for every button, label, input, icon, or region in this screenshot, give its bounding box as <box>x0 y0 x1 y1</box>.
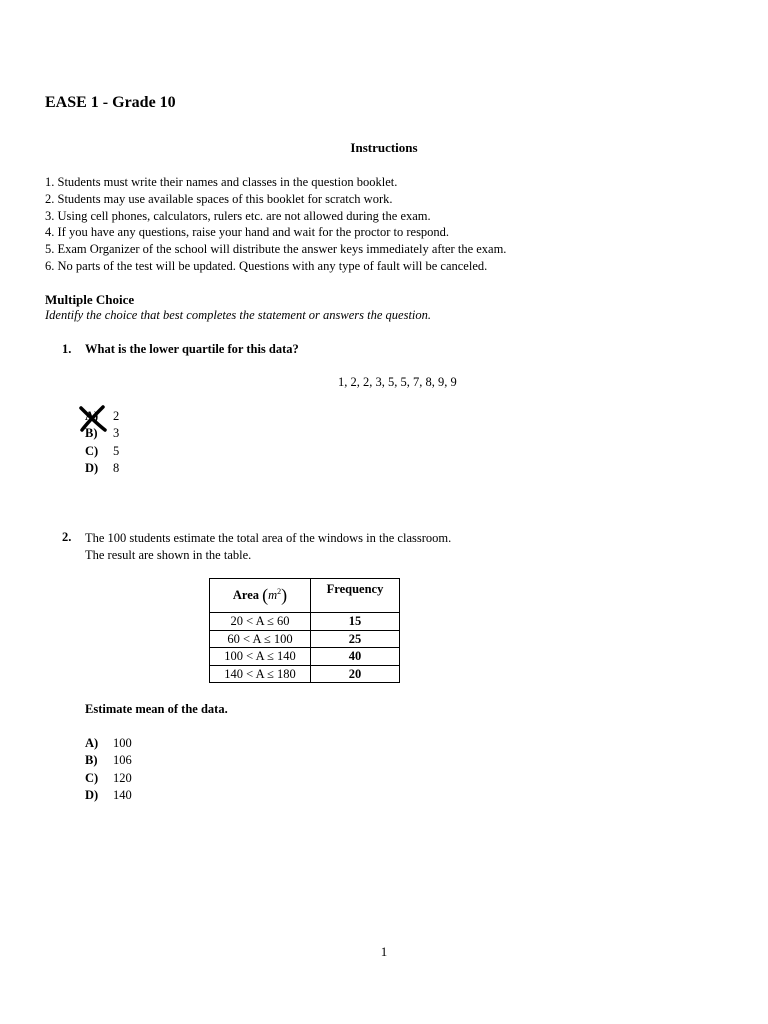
choice-d[interactable] <box>85 460 119 477</box>
frequency-cell: 15 <box>311 613 400 631</box>
page-number: 1 <box>380 944 388 959</box>
choice-value: 3 <box>113 426 120 441</box>
unit: m <box>268 588 278 602</box>
choice-value: 120 <box>113 770 132 785</box>
range-cell: 140 < A ≤ 180 <box>210 665 311 683</box>
choice-value: 100 <box>113 736 132 750</box>
choice-b[interactable] <box>85 752 132 769</box>
choice-label: A) <box>85 409 99 423</box>
instruction-item: 1. Students must write their names and classes in the question booklet. <box>45 175 398 189</box>
table-header-row <box>210 579 400 613</box>
instructions-heading: Instructions <box>350 140 418 155</box>
choice-c[interactable] <box>85 443 119 460</box>
table-row <box>210 630 400 648</box>
question-1-number: 1. <box>62 342 72 356</box>
choice-d[interactable] <box>85 787 132 804</box>
question-2-number: 2. <box>62 530 72 544</box>
choice-a[interactable] <box>85 735 132 752</box>
frequency-cell: 25 <box>311 630 400 648</box>
range-cell: 100 < A ≤ 140 <box>210 648 311 666</box>
paren-close: ) <box>281 585 288 605</box>
choice-label: B) <box>85 753 98 768</box>
choice-label: C) <box>85 770 99 785</box>
section-heading: Multiple Choice <box>45 292 135 307</box>
choice-label: D) <box>85 460 99 475</box>
choice-label: A) <box>85 736 99 750</box>
instruction-item: 5. Exam Organizer of the school will distribute the answer keys immediately after the exam. <box>45 242 507 257</box>
instruction-item: 6. No parts of the test will be updated. Questions with any type of fault will be canceled. <box>45 258 488 273</box>
question-1-data: 1, 2, 2, 3, 5, 5, 7, 8, 9, 9 <box>338 375 457 389</box>
frequency-cell: 40 <box>311 648 400 666</box>
table-row <box>210 665 400 683</box>
choice-value: 8 <box>113 460 120 475</box>
choice-value: 2 <box>113 409 120 423</box>
question-2-choices <box>85 735 132 804</box>
choice-value: 5 <box>113 443 120 458</box>
frequency-table <box>209 578 400 683</box>
question-2-prompt: Estimate mean of the data. <box>85 702 228 716</box>
question-2-text <box>85 530 451 564</box>
instruction-item: 2. Students may use available spaces of this booklet for scratch work. <box>45 191 393 206</box>
page-title: EASE 1 - Grade 10 <box>45 94 176 111</box>
table-row <box>210 648 400 666</box>
choice-label: D) <box>85 787 99 802</box>
paren-open: ( <box>262 585 269 605</box>
choice-c[interactable] <box>85 770 132 787</box>
question-2-line: The result are shown in the table. <box>85 547 252 562</box>
area-header-label: Area <box>232 588 259 602</box>
instruction-item: 4. If you have any questions, raise your hand and wait for the proctor to respond. <box>45 225 450 240</box>
choice-label: C) <box>85 443 99 458</box>
cross-mark-icon <box>78 405 108 433</box>
section-subheading: Identify the choice that best completes the statement or answers the question. <box>45 308 432 322</box>
frequency-cell: 20 <box>311 665 400 683</box>
frequency-header: Frequency <box>311 579 400 613</box>
instruction-item: 3. Using cell phones, calculators, rulers etc. are not allowed during the exam. <box>45 208 431 223</box>
unit-exponent: 2 <box>277 586 282 596</box>
choice-label: B) <box>85 426 98 441</box>
range-cell: 60 < A ≤ 100 <box>210 630 311 648</box>
area-header <box>210 579 311 613</box>
range-cell: 20 < A ≤ 60 <box>210 613 311 631</box>
question-2-line: The 100 students estimate the total area of the windows in the classroom. <box>85 531 452 545</box>
table-row <box>210 613 400 631</box>
choice-value: 140 <box>113 787 132 802</box>
instructions-list <box>45 174 506 275</box>
question-1-text: What is the lower quartile for this data? <box>85 342 299 356</box>
choice-value: 106 <box>113 753 132 768</box>
